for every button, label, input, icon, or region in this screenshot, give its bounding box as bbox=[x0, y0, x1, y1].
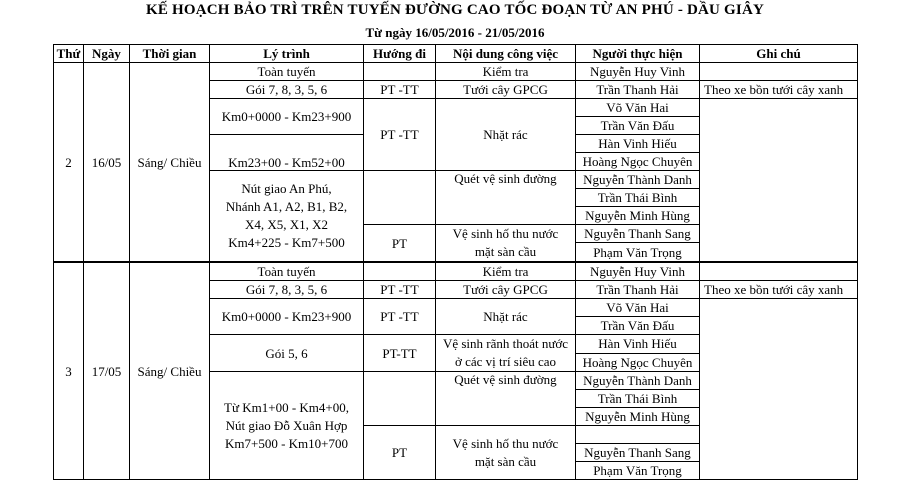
col-huongdi: Hướng đi bbox=[364, 45, 436, 63]
person-cell: Hàn Vinh Hiếu bbox=[576, 135, 700, 153]
direction-cell: PT -TT bbox=[364, 99, 436, 171]
note-cell: Theo xe bồn tưới cây xanh bbox=[700, 281, 858, 299]
direction-cell bbox=[364, 262, 436, 281]
person-cell: Trần Văn Đấu bbox=[576, 317, 700, 335]
day-date: 16/05 bbox=[84, 63, 130, 263]
person-cell: Hoàng Ngọc Chuyên bbox=[576, 353, 700, 372]
table-row bbox=[54, 262, 858, 281]
day-date: 17/05 bbox=[84, 262, 130, 480]
day-time: Sáng/ Chiều bbox=[130, 63, 210, 263]
person-cell: Trần Văn Đấu bbox=[576, 117, 700, 135]
note-cell bbox=[700, 99, 858, 263]
route-cell: Gói 5, 6 bbox=[210, 335, 364, 372]
direction-cell: PT -TT bbox=[364, 81, 436, 99]
person-cell: Trần Thái Bình bbox=[576, 390, 700, 408]
route-cell: Km23+00 - Km52+00 bbox=[210, 135, 364, 171]
route-cell: Km0+0000 - Km23+900 bbox=[210, 99, 364, 135]
task-cell: Tưới cây GPCG bbox=[436, 281, 576, 299]
task-line: ở các vị trí siêu cao bbox=[454, 354, 557, 369]
route-cell: Toàn tuyến bbox=[210, 262, 364, 281]
task-line: mặt sàn cầu bbox=[474, 453, 537, 469]
note-cell bbox=[700, 63, 858, 81]
task-line: mặt sàn cầu bbox=[474, 244, 537, 259]
route-cell: Gói 7, 8, 3, 5, 6 bbox=[210, 81, 364, 99]
note-cell bbox=[700, 299, 858, 480]
day-number: 2 bbox=[54, 63, 84, 263]
person-cell: Phạm Văn Trọng bbox=[576, 462, 700, 480]
task-cell: Kiểm tra bbox=[436, 63, 576, 81]
direction-cell: PT bbox=[364, 225, 436, 263]
col-noidung: Nội dung công việc bbox=[436, 45, 576, 63]
task-cell: Nhặt rác bbox=[436, 99, 576, 171]
day-time: Sáng/ Chiều bbox=[130, 262, 210, 480]
person-cell: Hoàng Ngọc Chuyên bbox=[576, 153, 700, 171]
maintenance-table bbox=[53, 44, 858, 480]
person-cell: Nguyễn Thanh Sang bbox=[576, 225, 700, 243]
direction-cell bbox=[364, 372, 436, 426]
task-cell: Quét vệ sinh đường bbox=[436, 372, 576, 426]
day-number: 3 bbox=[54, 262, 84, 480]
col-thoigian: Thời gian bbox=[130, 45, 210, 63]
person-cell: Hàn Vinh Hiếu bbox=[576, 335, 700, 354]
route-cell bbox=[210, 171, 364, 263]
route-cell: Toàn tuyến bbox=[210, 63, 364, 81]
task-line: Vệ sinh rãnh thoát nước bbox=[442, 336, 569, 351]
route-line: Km4+225 - Km7+500 bbox=[228, 235, 345, 250]
task-cell bbox=[436, 225, 576, 263]
route-line: Nhánh A1, A2, B1, B2, bbox=[225, 199, 348, 214]
route-line: Km7+500 - Km10+700 bbox=[225, 435, 348, 451]
direction-cell bbox=[364, 171, 436, 225]
route-cell: Km0+0000 - Km23+900 bbox=[210, 299, 364, 335]
task-cell: Tưới cây GPCG bbox=[436, 81, 576, 99]
person-cell: Nguyễn Huy Vinh bbox=[576, 63, 700, 81]
col-lytrinh: Lý trình bbox=[210, 45, 364, 63]
person-cell: Võ Văn Hai bbox=[576, 299, 700, 317]
task-cell bbox=[436, 335, 576, 372]
col-thu: Thứ bbox=[54, 45, 84, 63]
direction-cell: PT-TT bbox=[364, 335, 436, 372]
task-cell: Quét vệ sinh đường bbox=[436, 171, 576, 225]
route-cell: Gói 7, 8, 3, 5, 6 bbox=[210, 281, 364, 299]
person-cell: Nguyễn Minh Hùng bbox=[576, 207, 700, 225]
person-cell: Trần Thanh Hải bbox=[576, 81, 700, 99]
note-cell bbox=[700, 262, 858, 281]
direction-cell: PT -TT bbox=[364, 281, 436, 299]
route-line: Nút giao An Phú, bbox=[241, 181, 332, 196]
task-cell: Kiểm tra bbox=[436, 262, 576, 281]
task-line: Vệ sinh hố thu nước bbox=[452, 435, 559, 451]
person-cell: Phạm Văn Trọng bbox=[576, 243, 700, 262]
task-cell: Nhặt rác bbox=[436, 299, 576, 335]
route-line: Từ Km1+00 - Km4+00, bbox=[224, 399, 349, 415]
date-range: Từ ngày 16/05/2016 - 21/05/2016 bbox=[365, 25, 545, 40]
person-cell: Nguyễn Thanh Sang bbox=[576, 444, 700, 462]
table-row bbox=[54, 63, 858, 81]
direction-cell: PT bbox=[364, 426, 436, 480]
header-row bbox=[54, 45, 858, 63]
page-title: KẾ HOẠCH BẢO TRÌ TRÊN TUYẾN ĐƯỜNG CAO TỐC ĐOẠN TỪ AN PHÚ - DẦU GIÂY bbox=[145, 2, 765, 18]
person-cell: Trần Thái Bình bbox=[576, 189, 700, 207]
col-ghichu: Ghi chú bbox=[700, 45, 858, 63]
person-cell: Nguyễn Thành Danh bbox=[576, 372, 700, 390]
direction-cell: PT -TT bbox=[364, 299, 436, 335]
task-cell bbox=[436, 426, 576, 480]
person-cell: Nguyễn Minh Hùng bbox=[576, 408, 700, 426]
task-line: Vệ sinh hố thu nước bbox=[452, 226, 559, 241]
person-cell: Nguyễn Thành Danh bbox=[576, 171, 700, 189]
col-ngay: Ngày bbox=[84, 45, 130, 63]
route-line: Nút giao Đỗ Xuân Hợp bbox=[225, 417, 348, 433]
col-nguoi: Người thực hiện bbox=[576, 45, 700, 63]
person-cell: Nguyễn Huy Vinh bbox=[576, 262, 700, 281]
direction-cell bbox=[364, 63, 436, 81]
note-cell: Theo xe bồn tưới cây xanh bbox=[700, 81, 858, 99]
person-cell bbox=[576, 426, 700, 444]
route-cell bbox=[210, 372, 364, 480]
person-cell: Võ Văn Hai bbox=[576, 99, 700, 117]
person-cell: Trần Thanh Hải bbox=[576, 281, 700, 299]
route-line: X4, X5, X1, X2 bbox=[244, 217, 329, 232]
